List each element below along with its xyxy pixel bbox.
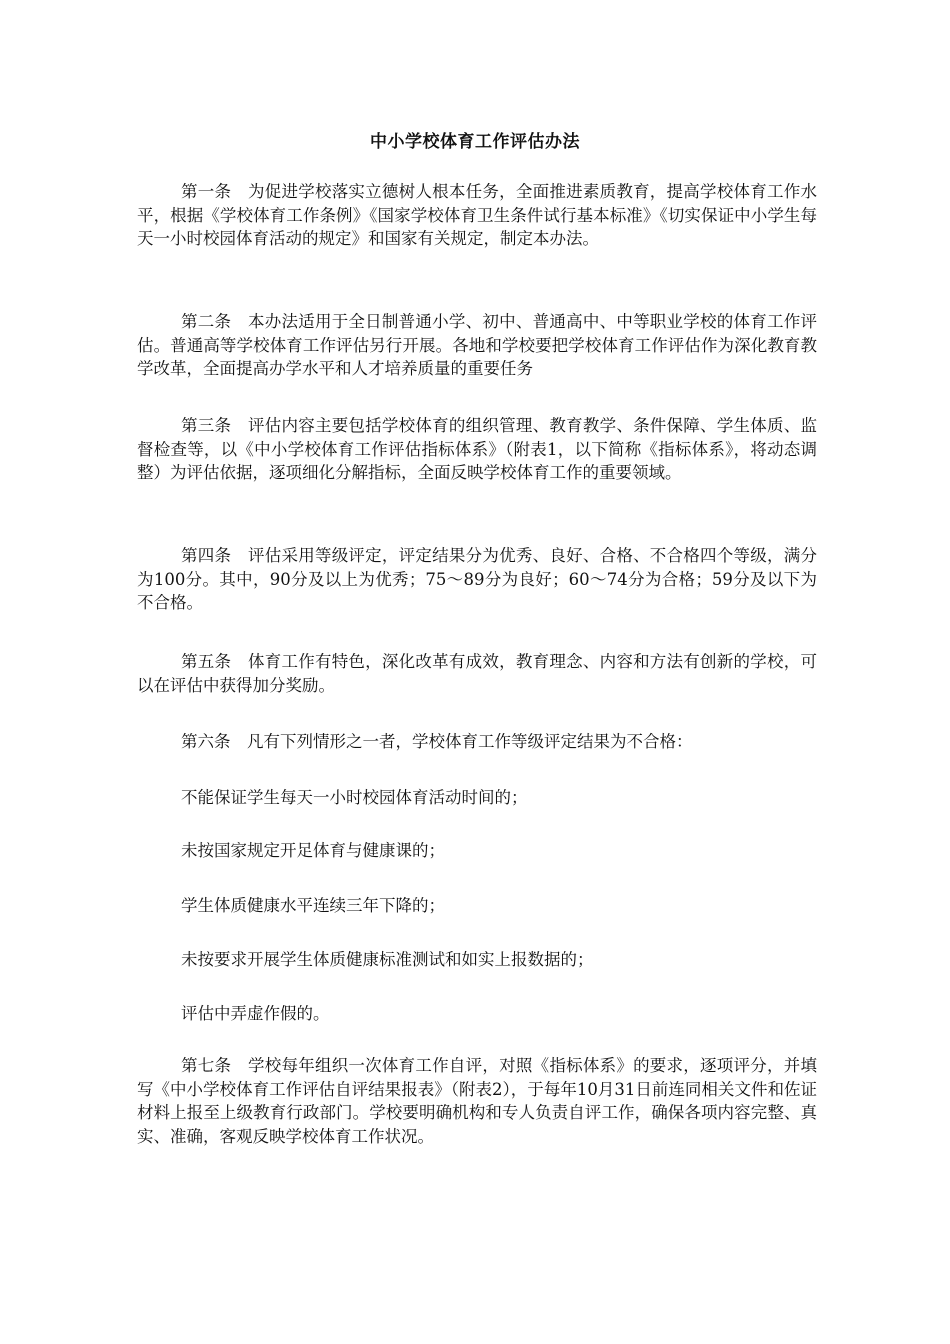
article-3: 第三条 评估内容主要包括学校体育的组织管理、教育教学、条件保障、学生体质、监督检查等，以《中小学校体育工作评估指标体系》（附表1，以下简称《指标体系》，将动态调整）为评估依据，逐项细化分解指标，全面反映学校体育工作的重要领域。 [137, 416, 817, 482]
condition-item: 未按国家规定开足体育与健康课的； [181, 841, 445, 860]
article-7: 第七条 学校每年组织一次体育工作自评，对照《指标体系》的要求，逐项评分，并填写《中小学校体育工作评估自评结果报表》（附表2），于每年10月31日前连同相关文件和佐证材料上报至上级教育行政部门。学校要明确机构和专人负责自评工作，确保各项内容完整、真实、准确，客观反映学校体育工作状况。 [137, 1056, 817, 1146]
article-6: 第六条 凡有下列情形之一者，学校体育工作等级评定结果为不合格： [181, 732, 693, 751]
condition-item: 学生体质健康水平连续三年下降的； [181, 896, 445, 915]
article-1: 第一条 为促进学校落实立德树人根本任务，全面推进素质教育，提高学校体育工作水平，根据《学校体育工作条例》《国家学校体育卫生条件试行基本标准》《切实保证中小学生每天一小时校园体育活动的规定》和国家有关规定，制定本办法。 [137, 182, 817, 248]
document-title: 中小学校体育工作评估办法 [370, 132, 580, 152]
condition-item: 未按要求开展学生体质健康标准测试和如实上报数据的； [181, 950, 594, 969]
condition-item: 不能保证学生每天一小时校园体育活动时间的； [181, 788, 528, 807]
condition-item: 评估中弄虚作假的。 [181, 1004, 330, 1023]
article-4: 第四条 评估采用等级评定，评定结果分为优秀、良好、合格、不合格四个等级，满分为100分。其中，90分及以上为优秀；75～89分为良好；60～74分为合格；59分及以下为不合格。 [137, 546, 817, 612]
article-5: 第五条 体育工作有特色，深化改革有成效，教育理念、内容和方法有创新的学校，可以在评估中获得加分奖励。 [137, 652, 817, 695]
article-2: 第二条 本办法适用于全日制普通小学、初中、普通高中、中等职业学校的体育工作评估。普通高等学校体育工作评估另行开展。各地和学校要把学校体育工作评估作为深化教育教学改革，全面提高办学水平和人才培养质量的重要任务 [137, 312, 817, 378]
